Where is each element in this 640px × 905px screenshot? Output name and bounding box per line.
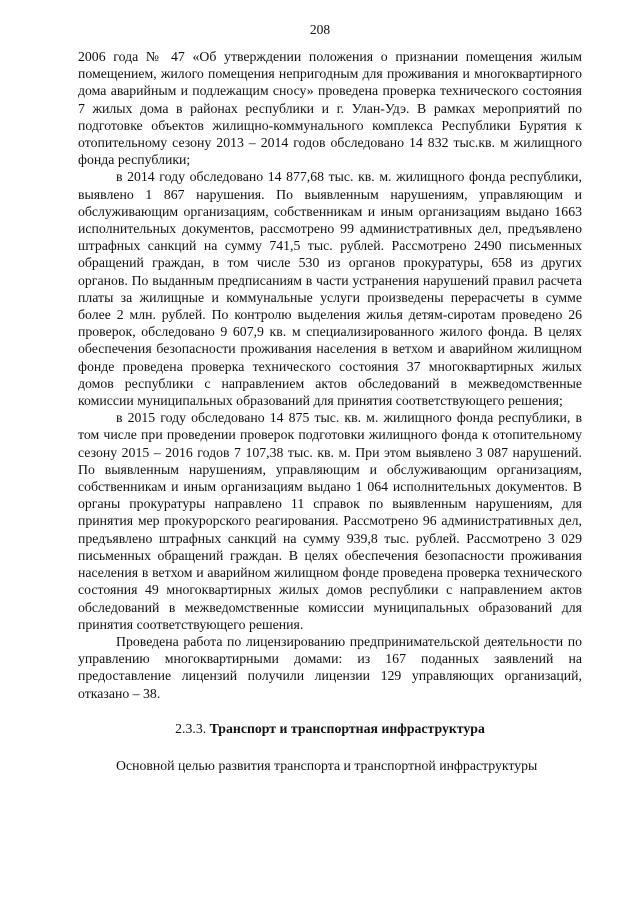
- paragraph-continuation: 2006 года № 47 «Об утверждении положения о признании помещения жилым помещением, жилого помещения непригодным для проживания и многоквартирного дома аварийным и подлежащим сносу» проведена проверка технического состояния 7 жилых дома в районах республики и г. Улан-Удэ. В рамках мероприятий по подготовке объектов жилищно-коммунального комплекса Республики Бурятия к отопительному сезону 2013 – 2014 годов обследовано 14 832 тыс.кв. м жилищного фонда республики;: [78, 49, 582, 168]
- section-heading: [78, 720, 582, 737]
- paragraph-2015: в 2015 году обследовано 14 875 тыс. кв. м. жилищного фонда республики, в том числе при проведении проверок подготовки жилищного фонда к отопительному сезону 2015 – 2016 годов 7 107,38 тыс. кв. м. При этом выявлено 3 087 нарушений. По выявленным нарушениям, управляющим и обслуживающим организациям, собственникам и иным организациям выдано 1 064 исполнительных документов. В органы прокуратуры направлено 11 справок по выявленным нарушениям, для принятия мер прокурорского реагирования. Рассмотрено 96 административных дел, предъявлено штрафных санкций на сумму 939,8 тыс. рублей. Рассмотрено 3 029 письменных обращений граждан. В целях обеспечения безопасности проживания населения в ветхом и аварийном жилищном фонде проведена проверка технического состояния 49 многоквартирных жилых домов республики с направлением актов обследований в межведомственные комиссии муниципальных образований для принятия соответствующего решения.: [78, 410, 582, 632]
- section-number: 2.3.3.: [175, 720, 207, 736]
- paragraph-licensing: Проведена работа по лицензированию предпринимательской деятельности по управлению многоквартирными домами: из 167 поданных заявлений на предоставление лицензий получили лицензии 129 управляющих организаций, отказано – 38.: [78, 633, 582, 701]
- section-title: Транспорт и транспортная инфраструктура: [209, 720, 485, 736]
- paragraph-transport-intro: Основной целью развития транспорта и транспортной инфраструктуры: [116, 757, 538, 773]
- paragraph-2014: в 2014 году обследовано 14 877,68 тыс. кв. м. жилищного фонда республики, выявлено 1 867 нарушения. По выявленным нарушениям, управляющим и обслуживающим организациям, собственникам и иным организациям выдано 1663 исполнительных документов, рассмотрено 99 административных дел, предъявлено штрафных санкций на сумму 741,5 тыс. рублей. Рассмотрено 2490 письменных обращений граждан, в том числе 530 из органов прокуратуры, 658 из других органов. По выданным предписаниям в части устранения нарушений правил расчета платы за жилищные и коммунальные услуги произведены перерасчеты в сумме более 2 млн. рублей. По контролю выделения жилья детям-сиротам проведено 26 проверок, обследовано 9 607,9 кв. м специализированного жилого фонда. В целях обеспечения безопасности проживания населения в ветхом и аварийном жилищном фонде проведена проверка технического состояния 37 многоквартирных жилых домов республики с направлением актов обследований в межведомственные комиссии муниципальных образований для принятия соответствующего решения;: [78, 169, 582, 409]
- page-number: 208: [309, 22, 331, 37]
- document-body: [78, 48, 582, 774]
